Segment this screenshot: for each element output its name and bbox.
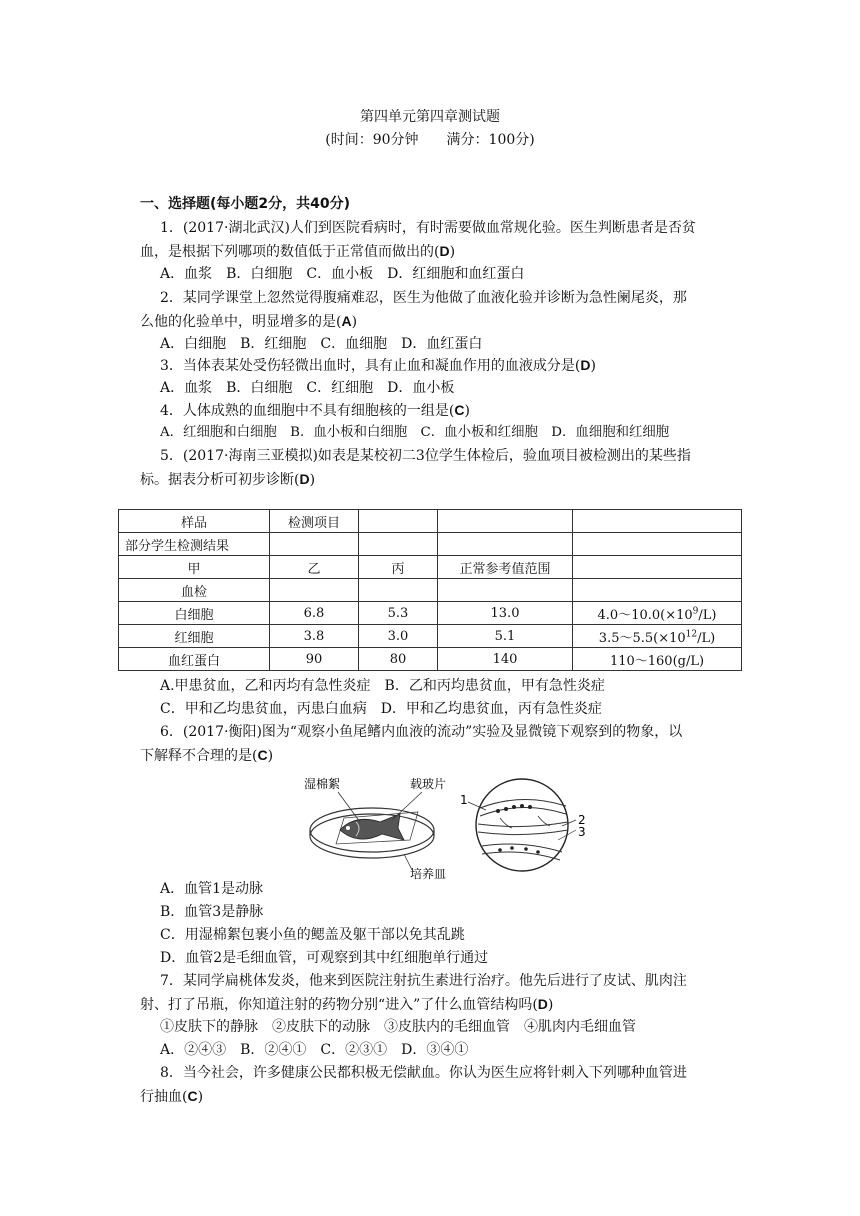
table-row: 样品 检测项目 (119, 510, 742, 533)
question-7-items: ①皮肤下的静脉 ②皮肤下的动脉 ③皮肤内的毛细血管 ④肌肉内毛细血管 (160, 1019, 636, 1035)
page-title: 第四单元第四章测试题 (360, 109, 500, 125)
question-8-text: 8．当今社会，许多健康公民都积极无偿献血。你认为医生应将针刺入下列哪种血管进 (160, 1065, 687, 1081)
question-7-text-cont: 射、打了吊瓶，你知道注射的药物分别“进入”了什么血管结构吗(D) (140, 996, 554, 1013)
question-5-answer: D (299, 471, 310, 487)
question-3-answer: D (580, 357, 591, 373)
table-row: 白细胞 6.8 5.3 13.0 $4.0\sim 10.0(\times 10^9/L)$ (119, 602, 742, 625)
question-2-text-cont: 么他的化验单中，明显增多的是(A) (140, 313, 358, 330)
label-vessel-1: 1 (460, 793, 468, 807)
question-1-options: A．血浆 B．白细胞 C．血小板 D．红细胞和血红蛋白 (160, 266, 525, 282)
question-6-option-d: D．血管2是毛细血管，可观察到其中红细胞单行通过 (160, 950, 489, 966)
question-5-text: 5．(2017·海南三亚模拟)如表是某校初二3位学生体检后，验血项目被检测出的某些指 (160, 448, 691, 464)
question-4-options: A．红细胞和白细胞 B．血小板和白细胞 C．血小板和红细胞 D．血细胞和红细胞 (160, 425, 670, 440)
question-6-option-a: A．血管1是动脉 (160, 881, 264, 897)
question-2-answer: A (341, 313, 352, 329)
question-2-options: A．白细胞 B．红细胞 C．血细胞 D．血红蛋白 (160, 336, 483, 352)
question-5-text-cont: 标。据表分析可初步诊断(D) (140, 471, 316, 488)
fish-tail-figure (300, 770, 600, 880)
microscope-view-illustration (468, 779, 576, 871)
question-6-option-b: B．血管3是静脉 (160, 904, 264, 920)
table-row: 血检 (119, 579, 742, 602)
question-1-answer: D (439, 243, 450, 259)
page-subtitle: (时间：90分钟 满分：100分) (325, 132, 535, 148)
petri-dish-illustration (310, 792, 434, 870)
label-vessel-3: 3 (578, 825, 586, 839)
question-4-text: 4．人体成熟的血细胞中不具有细胞核的一组是(C) (160, 402, 470, 419)
question-8-text-cont: 行抽血(C) (140, 1088, 204, 1105)
question-5-options-2: C．甲和乙均患贫血，丙患白血病 D．甲和乙均患贫血，丙有急性炎症 (160, 701, 602, 717)
table-row: 红细胞 3.8 3.0 5.1 $3.5\sim 5.5(\times 10^{12}/L)$ (119, 625, 742, 648)
question-4-answer: C (454, 402, 465, 418)
question-3-options: A．血浆 B．白细胞 C．红细胞 D．血小板 (160, 380, 455, 396)
question-3-text: 3．当体表某处受伤轻微出血时，具有止血和凝血作用的血液成分是(D) (160, 357, 596, 374)
question-2-text: 2．某同学课堂上忽然觉得腹痛难忍，医生为他做了血液化验并诊断为急性阑尾炎，那 (160, 290, 687, 306)
section-heading: 一、选择题(每小题2分，共40分) (140, 196, 351, 212)
table-row: 血红蛋白 90 80 140 110～160(g/L) (119, 648, 742, 671)
question-7-answer: D (537, 996, 548, 1012)
label-dish: 培养皿 (410, 867, 447, 880)
table-row: 甲 乙 丙 正常参考值范围 (119, 556, 742, 579)
question-7-text: 7．某同学扁桃体发炎，他来到医院注射抗生素进行治疗。他先后进行了皮试、肌肉注 (160, 973, 687, 989)
question-6-text-cont: 下解释不合理的是(C) (140, 747, 274, 764)
label-vessel-2: 2 (578, 813, 586, 827)
question-1-text-cont: 血，是根据下列哪项的数值低于正常值而做出的(D) (140, 243, 456, 260)
blood-test-table (118, 509, 742, 671)
question-6-text: 6．(2017·衡阳)图为“观察小鱼尾鳍内血液的流动”实验及显微镜下观察到的物象，以 (160, 724, 683, 740)
question-6-option-c: C．用湿棉絮包裹小鱼的鳃盖及躯干部以免其乱跳 (160, 927, 465, 943)
question-8-answer: C (187, 1088, 198, 1104)
question-7-options: A．②④③ B．②④① C．②③① D．③④① (160, 1042, 469, 1058)
question-6-answer: C (257, 747, 268, 763)
question-1-text: 1．(2017·湖北武汉)人们到医院看病时，有时需要做血常规化验。医生判断患者是否贫 (160, 220, 696, 236)
label-wet-cotton: 湿棉絮 (304, 777, 341, 791)
question-5-options-1: A.甲患贫血，乙和丙均有急性炎症 B．乙和丙均患贫血，甲有急性炎症 (160, 678, 605, 694)
label-slide: 载玻片 (410, 777, 447, 791)
table-row: 部分学生检测结果 (119, 533, 742, 556)
